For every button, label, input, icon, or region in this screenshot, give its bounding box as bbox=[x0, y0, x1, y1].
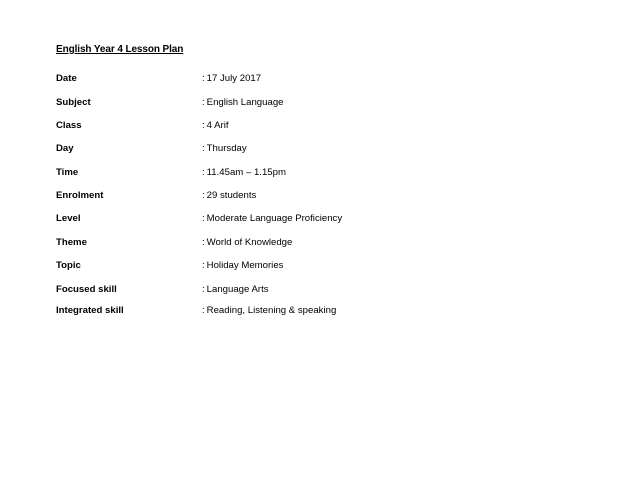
row-value-text: Holiday Memories bbox=[206, 260, 284, 271]
row-label: Theme bbox=[56, 237, 87, 248]
row-value bbox=[202, 120, 229, 131]
row-value-text: 11.45am – 1.15pm bbox=[206, 167, 286, 178]
row-label: Focused skill bbox=[56, 284, 117, 295]
row-label: Integrated skill bbox=[56, 305, 124, 316]
row-value-text: Thursday bbox=[206, 143, 247, 154]
row-level bbox=[56, 213, 496, 227]
row-topic bbox=[56, 260, 496, 274]
row-value bbox=[202, 73, 261, 84]
row-value bbox=[202, 167, 286, 178]
row-value-text: 4 Arif bbox=[206, 120, 229, 131]
row-value bbox=[202, 284, 269, 295]
row-separator: : bbox=[202, 97, 205, 108]
row-separator: : bbox=[202, 190, 205, 201]
row-separator: : bbox=[202, 237, 205, 248]
row-class bbox=[56, 120, 496, 134]
row-label: Topic bbox=[56, 260, 81, 271]
row-separator: : bbox=[202, 73, 205, 84]
row-separator: : bbox=[202, 213, 205, 224]
row-value-text: 29 students bbox=[206, 190, 257, 201]
row-value-text: 17 July 2017 bbox=[206, 73, 262, 84]
row-value-text: Moderate Language Proficiency bbox=[206, 213, 343, 224]
row-label: Day bbox=[56, 143, 74, 154]
row-value bbox=[202, 97, 284, 108]
row-date bbox=[56, 73, 496, 87]
row-separator: : bbox=[202, 305, 205, 316]
row-theme bbox=[56, 237, 496, 251]
row-label: Class bbox=[56, 120, 82, 131]
row-time bbox=[56, 167, 496, 181]
row-label: Date bbox=[56, 73, 77, 84]
row-value bbox=[202, 260, 283, 271]
row-value bbox=[202, 213, 342, 224]
row-separator: : bbox=[202, 260, 205, 271]
row-integrated-skill bbox=[56, 305, 496, 319]
row-label: Enrolment bbox=[56, 190, 104, 201]
row-value-text: World of Knowledge bbox=[206, 237, 293, 248]
row-subject bbox=[56, 97, 496, 111]
row-value bbox=[202, 190, 256, 201]
row-label: Level bbox=[56, 213, 81, 224]
row-value-text: English Language bbox=[206, 97, 284, 108]
row-enrolment bbox=[56, 190, 496, 204]
row-value bbox=[202, 305, 336, 316]
row-separator: : bbox=[202, 120, 205, 131]
lesson-plan-title: English Year 4 Lesson Plan bbox=[56, 44, 184, 55]
row-value-text: Reading, Listening & speaking bbox=[206, 305, 337, 316]
row-value-text: Language Arts bbox=[206, 284, 269, 295]
row-day bbox=[56, 143, 496, 157]
row-label: Time bbox=[56, 167, 79, 178]
row-separator: : bbox=[202, 284, 205, 295]
row-value bbox=[202, 143, 247, 154]
row-separator: : bbox=[202, 143, 205, 154]
row-label: Subject bbox=[56, 97, 91, 108]
row-focused-skill bbox=[56, 284, 496, 298]
row-separator: : bbox=[202, 167, 205, 178]
row-value bbox=[202, 237, 292, 248]
